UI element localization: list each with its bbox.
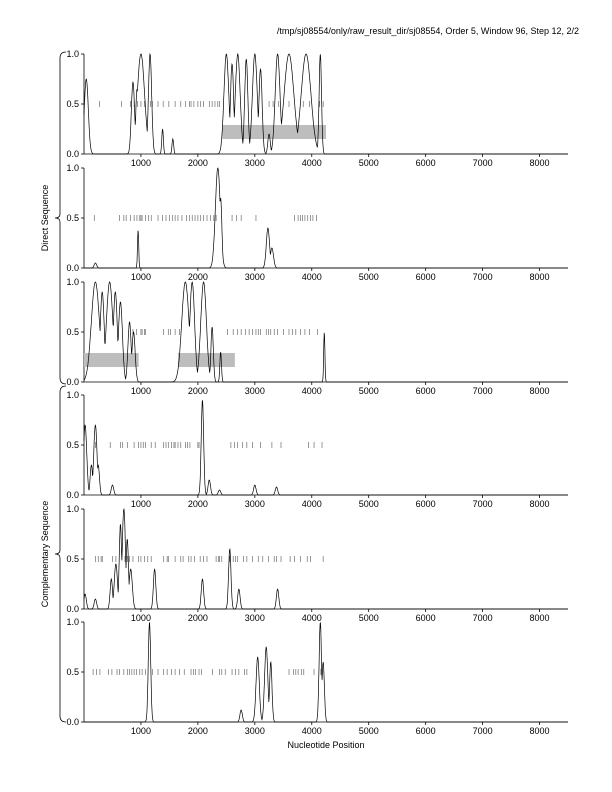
x-tick-label: 3000 [244, 272, 265, 282]
x-tick-label: 5000 [358, 726, 379, 736]
x-tick-label: 4000 [301, 386, 322, 396]
x-tick-label: 1000 [130, 272, 151, 282]
x-tick-label: 5000 [358, 158, 379, 168]
x-tick-label: 3000 [244, 613, 265, 623]
x-tick-label: 6000 [415, 272, 436, 282]
x-tick-label: 8000 [529, 272, 550, 282]
series-line [84, 400, 568, 495]
x-tick-label: 5000 [358, 272, 379, 282]
y-tick-label: 0.0 [66, 490, 79, 500]
x-tick-label: 4000 [301, 499, 322, 509]
x-tick-label: 2000 [187, 272, 208, 282]
y-tick-label: 0.0 [66, 604, 79, 614]
x-tick-label: 2000 [187, 158, 208, 168]
x-tick-label: 6000 [415, 726, 436, 736]
x-tick-label: 4000 [301, 272, 322, 282]
x-tick-label: 1000 [130, 386, 151, 396]
x-tick-label: 8000 [529, 613, 550, 623]
x-tick-label: 7000 [472, 613, 493, 623]
y-tick-label: 0.0 [66, 377, 79, 387]
x-tick-label: 2000 [187, 613, 208, 623]
x-tick-label: 2000 [187, 726, 208, 736]
group-brace [55, 386, 66, 722]
series-line [84, 622, 568, 722]
y-tick-label: 1.0 [66, 49, 79, 59]
x-tick-label: 6000 [415, 386, 436, 396]
y-tick-label: 0.5 [66, 440, 79, 450]
x-tick-label: 6000 [415, 499, 436, 509]
y-tick-label: 0.0 [66, 149, 79, 159]
group-brace [55, 52, 66, 384]
y-tick-label: 0.5 [66, 327, 79, 337]
x-tick-label: 1000 [130, 158, 151, 168]
group-label: Complementary Sequence [40, 500, 50, 608]
x-tick-label: 8000 [529, 158, 550, 168]
y-tick-label: 0.5 [66, 667, 79, 677]
region-bar [178, 353, 235, 367]
x-tick-label: 1000 [130, 499, 151, 509]
y-tick-label: 1.0 [66, 277, 79, 287]
series-line [84, 282, 568, 382]
y-tick-label: 1.0 [66, 617, 79, 627]
y-tick-label: 0.0 [66, 717, 79, 727]
series-line [84, 168, 568, 268]
x-tick-label: 6000 [415, 158, 436, 168]
x-tick-label: 6000 [415, 613, 436, 623]
x-tick-label: 5000 [358, 386, 379, 396]
y-tick-label: 0.5 [66, 554, 79, 564]
x-tick-label: 3000 [244, 499, 265, 509]
region-bar [84, 353, 139, 367]
region-bar [222, 125, 326, 139]
x-tick-label: 3000 [244, 726, 265, 736]
y-tick-label: 0.5 [66, 213, 79, 223]
x-tick-label: 3000 [244, 158, 265, 168]
x-tick-label: 7000 [472, 386, 493, 396]
y-tick-label: 1.0 [66, 504, 79, 514]
x-tick-label: 5000 [358, 613, 379, 623]
y-tick-label: 1.0 [66, 390, 79, 400]
x-tick-label: 7000 [472, 158, 493, 168]
x-tick-label: 3000 [244, 386, 265, 396]
group-label: Direct Sequence [40, 184, 50, 252]
x-tick-label: 8000 [529, 386, 550, 396]
x-tick-label: 4000 [301, 613, 322, 623]
x-tick-label: 1000 [130, 613, 151, 623]
x-tick-label: 8000 [529, 499, 550, 509]
y-tick-label: 0.0 [66, 263, 79, 273]
figure-header: /tmp/sj08554/only/raw_result_dir/sj08554, Order 5, Window 96, Step 12, 2/2 [276, 26, 579, 36]
y-tick-label: 1.0 [66, 163, 79, 173]
x-axis-label: Nucleotide Position [287, 740, 365, 750]
series-line [84, 509, 568, 609]
x-tick-label: 7000 [472, 272, 493, 282]
x-tick-label: 5000 [358, 499, 379, 509]
x-tick-label: 4000 [301, 158, 322, 168]
x-tick-label: 7000 [472, 499, 493, 509]
x-tick-label: 2000 [187, 499, 208, 509]
x-tick-label: 7000 [472, 726, 493, 736]
x-tick-label: 1000 [130, 726, 151, 736]
x-tick-label: 2000 [187, 386, 208, 396]
x-tick-label: 8000 [529, 726, 550, 736]
x-tick-label: 4000 [301, 726, 322, 736]
y-tick-label: 0.5 [66, 99, 79, 109]
